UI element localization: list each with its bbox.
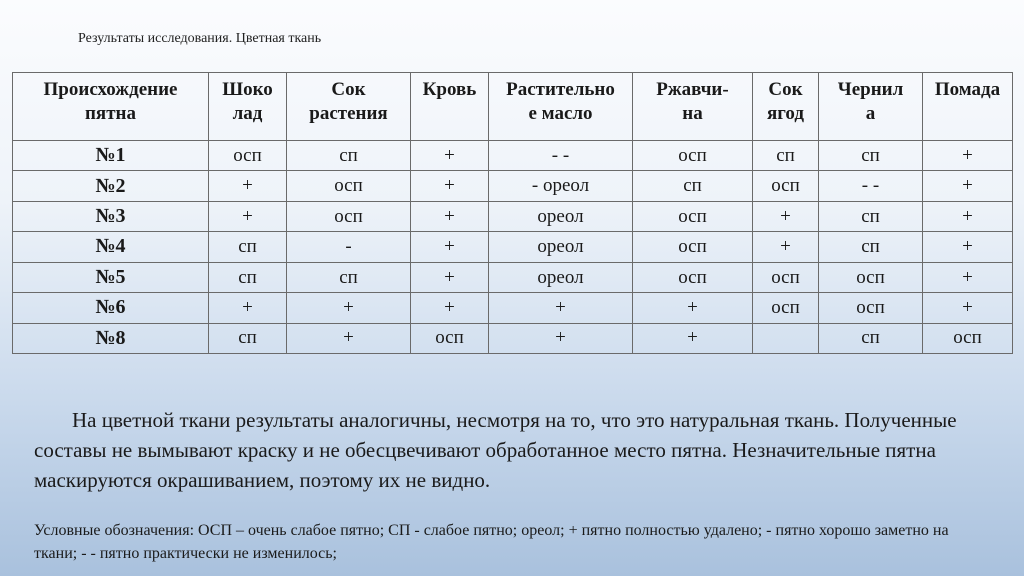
summary-text: На цветной ткани результаты аналогичны, несмотря на то, что это натуральная ткань. Полученные составы не вымывают краску и не обесцвечивают обработанное место пятна. Незначительные пятна маскируются окрашиванием, поэтому их не видно.	[34, 408, 957, 492]
table-cell: +	[633, 293, 753, 323]
table-cell: осп	[819, 293, 923, 323]
table-cell: - -	[489, 141, 633, 171]
table-cell: +	[411, 262, 489, 292]
table-cell: +	[633, 323, 753, 353]
row-label: №8	[13, 323, 209, 353]
table-cell: осп	[633, 201, 753, 231]
header-blood: Кровь	[411, 73, 489, 141]
row-label: №1	[13, 141, 209, 171]
table-cell: осп	[923, 323, 1013, 353]
table-cell: осп	[209, 141, 287, 171]
header-rust: Ржавчи- на	[633, 73, 753, 141]
table-cell: +	[411, 141, 489, 171]
header-berry-juice: Сок ягод	[753, 73, 819, 141]
table-cell: осп	[753, 293, 819, 323]
table-cell: +	[923, 232, 1013, 262]
table-row	[13, 232, 1013, 262]
table-cell: +	[753, 232, 819, 262]
table-cell: сп	[209, 232, 287, 262]
header-lipstick: Помада	[923, 73, 1013, 141]
table-cell: +	[411, 171, 489, 201]
table-cell: +	[287, 323, 411, 353]
table-cell: сп	[753, 141, 819, 171]
table-cell: сп	[819, 232, 923, 262]
table-cell: -	[287, 232, 411, 262]
table-cell: +	[411, 201, 489, 231]
table-cell: осп	[633, 232, 753, 262]
table-cell: осп	[287, 171, 411, 201]
table-cell: ореол	[489, 201, 633, 231]
table-cell: +	[489, 323, 633, 353]
results-table	[12, 72, 1013, 354]
header-chocolate: Шоко лад	[209, 73, 287, 141]
table-cell: сп	[819, 141, 923, 171]
table-cell: - -	[819, 171, 923, 201]
header-ink: Чернил а	[819, 73, 923, 141]
table-cell: сп	[819, 323, 923, 353]
row-label: №6	[13, 293, 209, 323]
table-row	[13, 262, 1013, 292]
summary-paragraph	[34, 405, 1004, 495]
table-cell: осп	[819, 262, 923, 292]
table-cell: +	[209, 171, 287, 201]
table-cell: сп	[633, 171, 753, 201]
table-cell: осп	[411, 323, 489, 353]
table-cell: +	[923, 201, 1013, 231]
table-cell: +	[209, 293, 287, 323]
table-cell	[753, 323, 819, 353]
table-row	[13, 171, 1013, 201]
table-cell: осп	[753, 171, 819, 201]
table-cell: - ореол	[489, 171, 633, 201]
table-cell: сп	[287, 141, 411, 171]
table-cell: +	[209, 201, 287, 231]
header-stain-origin: Происхождение пятна	[13, 73, 209, 141]
table-cell: осп	[633, 141, 753, 171]
header-vegetable-oil: Растительно е масло	[489, 73, 633, 141]
table-cell: ореол	[489, 232, 633, 262]
table-header-row	[13, 73, 1013, 141]
table-cell: сп	[287, 262, 411, 292]
table-cell: сп	[209, 262, 287, 292]
row-label: №5	[13, 262, 209, 292]
table-cell: +	[489, 293, 633, 323]
table-cell: +	[923, 293, 1013, 323]
table-cell: сп	[819, 201, 923, 231]
table-cell: +	[411, 293, 489, 323]
table-cell: +	[753, 201, 819, 231]
slide-title: Результаты исследования. Цветная ткань	[78, 31, 322, 46]
table-cell: +	[923, 262, 1013, 292]
row-label: №4	[13, 232, 209, 262]
table-cell: +	[287, 293, 411, 323]
row-label: №2	[13, 171, 209, 201]
table-cell: сп	[209, 323, 287, 353]
table-cell: +	[923, 141, 1013, 171]
table-cell: осп	[287, 201, 411, 231]
table-row	[13, 293, 1013, 323]
row-label: №3	[13, 201, 209, 231]
table-cell: ореол	[489, 262, 633, 292]
table-cell: осп	[633, 262, 753, 292]
table-cell: +	[411, 232, 489, 262]
table-cell: +	[923, 171, 1013, 201]
table-row	[13, 141, 1013, 171]
legend-text: Условные обозначения: ОСП – очень слабое пятно; СП - слабое пятно; ореол; + пятно полностью удалено; - пятно хорошо заметно на ткани; - - пятно практически не изменилось;	[34, 522, 949, 562]
table-cell: осп	[753, 262, 819, 292]
header-plant-sap: Сок растения	[287, 73, 411, 141]
table-row	[13, 323, 1013, 353]
table-row	[13, 201, 1013, 231]
